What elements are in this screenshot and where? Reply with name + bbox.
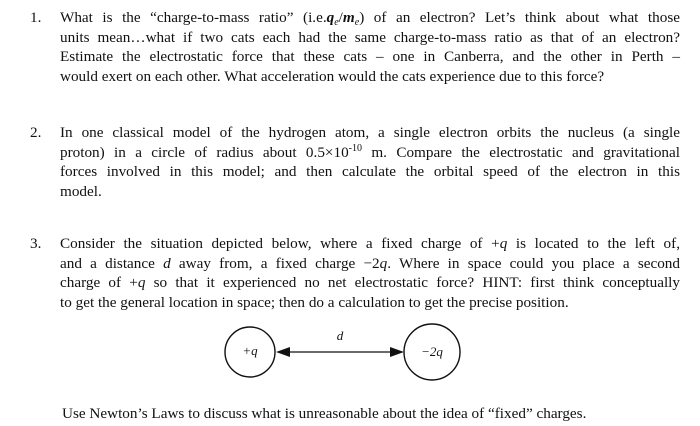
text-line: would exert on each other. What acceleration would the cats experience due to this force? — [60, 67, 605, 85]
question-text — [60, 123, 680, 201]
subscript-e: e — [334, 17, 339, 28]
text-span: ) of an electron? Let’s think about what those — [359, 9, 680, 26]
text-span: Consider the situation depicted below, where a fixed charge of + — [60, 235, 500, 252]
text-line — [60, 273, 680, 293]
text-line — [60, 143, 680, 163]
text-line: to get the general location in space; then do a calculation to get the precise position. — [60, 293, 569, 311]
text-span: charge of + — [60, 274, 138, 291]
question-text — [60, 234, 680, 312]
charge-diagram — [0, 318, 700, 388]
symbol-d: d — [163, 254, 171, 272]
footer-note: Use Newton’s Laws to discuss what is unreasonable about the idea of “fixed” charges. — [62, 405, 587, 422]
text-line: units mean…what if two cats each had the same charge-to-mass ratio as that of an electron? — [60, 28, 680, 46]
text-line: forces involved in this model; and then calculate the orbital speed of the electron in this — [60, 163, 680, 180]
symbol-q: q — [137, 274, 146, 291]
text-line — [60, 234, 680, 254]
symbol-q: q — [326, 9, 335, 26]
text-line: model. — [60, 182, 102, 200]
right-charge-label: −2q — [421, 343, 443, 359]
question-3 — [30, 234, 680, 312]
question-number: 1. — [30, 9, 42, 26]
question-number: 3. — [30, 235, 42, 252]
text-line: Estimate the electrostatic force that these cats – one in Canberra, and the other in Perth – — [60, 48, 680, 65]
text-line — [60, 8, 680, 28]
subscript-e: e — [354, 17, 360, 28]
text-span: . Where in space could you place a second — [387, 254, 680, 272]
exponent: -10 — [348, 142, 363, 154]
arrowhead-left — [276, 347, 290, 357]
symbol-q: q — [379, 254, 388, 272]
arrowhead-right — [390, 347, 404, 357]
question-number: 2. — [30, 124, 42, 141]
text-line — [60, 254, 680, 274]
text-line: In one classical model of the hydrogen atom, a single electron orbits the nucleus (a single — [60, 124, 680, 141]
text-span: proton) in a circle of radius about 0.5×10 — [60, 143, 349, 161]
symbol-q: q — [499, 235, 508, 252]
question-1 — [30, 8, 680, 86]
text-span: so that it experienced no net electrostatic force? HINT: first think conceptually — [145, 274, 680, 291]
text-span: and a distance — [60, 254, 164, 272]
symbol-m: m — [342, 9, 355, 26]
slash: / — [338, 9, 343, 26]
left-charge-label: +q — [242, 342, 258, 358]
text-span: m. Compare the electrostatic and gravitational — [362, 143, 680, 161]
question-2 — [30, 123, 680, 201]
text-span: away from, a fixed charge −2 — [170, 254, 380, 272]
question-text — [60, 8, 680, 86]
text-span: is located to the left of, — [507, 235, 680, 252]
distance-label: d — [336, 328, 344, 343]
text-span: What is the “charge-to-mass ratio” (i.e. — [60, 9, 327, 26]
